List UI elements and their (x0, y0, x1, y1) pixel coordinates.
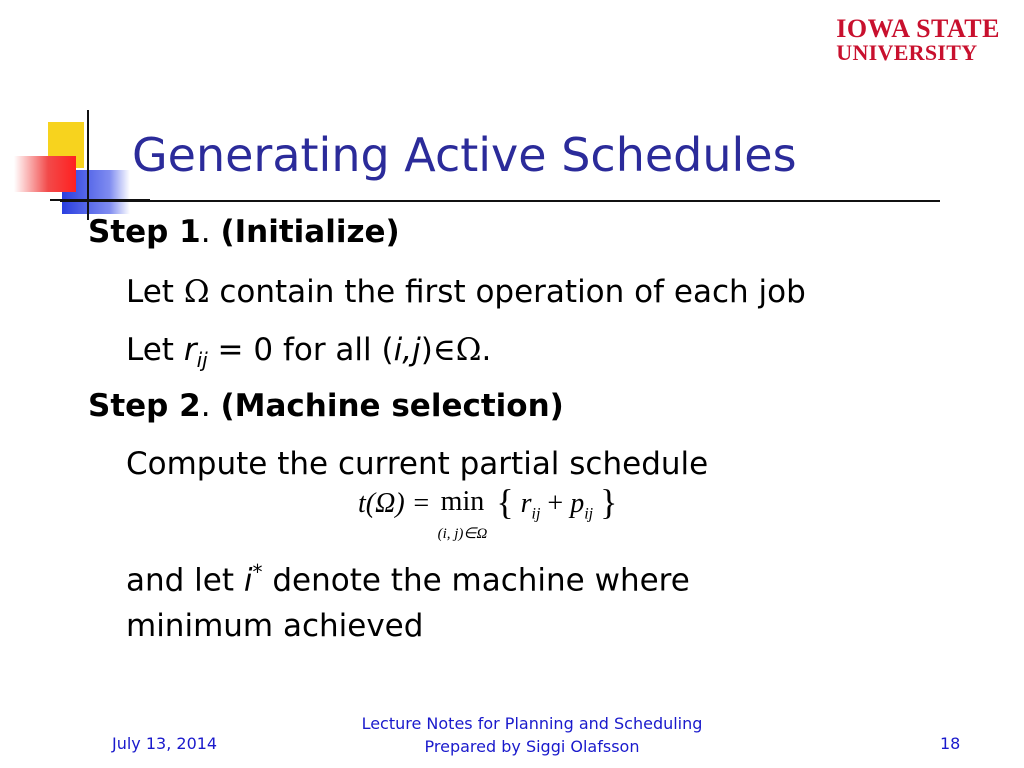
step-2-name: (Machine selection) (220, 388, 564, 424)
step-2-line-1: Compute the current partial schedule (126, 446, 709, 482)
left-brace: { (496, 482, 514, 522)
footer-line-2: Prepared by Siggi Olafsson (424, 737, 640, 757)
formula-min: min (440, 486, 485, 517)
iowa-state-logo (836, 16, 1000, 64)
step-1-name: (Initialize) (220, 214, 400, 250)
page-number: 18 (940, 734, 961, 753)
footer-notes (322, 712, 742, 758)
decorative-squares (0, 100, 150, 220)
makespan-formula: t(Ω) = min (i, j)∈Ω { $r_{ij} + p_{ij}$ } (358, 482, 618, 542)
step-2-line-2: and let i* denote the machine where (126, 560, 690, 599)
logo-line-2: UNIVERSITY (836, 40, 978, 65)
footer-date: July 13, 2014 (112, 734, 218, 753)
step-2-separator: . (200, 388, 221, 424)
step-2-label: Step 2 (88, 388, 201, 424)
step-1-label: Step 1 (88, 214, 201, 250)
step-1-separator: . (200, 214, 221, 250)
formula-subscript: (i, j)∈Ω (437, 526, 488, 542)
footer-line-1: Lecture Notes for Planning and Scheduling (361, 714, 703, 733)
slide-title: Generating Active Schedules (132, 128, 797, 182)
right-brace: } (600, 482, 618, 522)
step-2-line-3: minimum achieved (126, 608, 424, 644)
title-underline (60, 200, 940, 202)
step-1-heading (88, 214, 400, 250)
step-2-heading (88, 388, 564, 424)
omega-symbol: Ω (183, 274, 210, 310)
logo-line-1: IOWA STATE (836, 14, 1000, 43)
step-1-line-2: Let $r_{ij} = 0$ for all (i,j)∈Ω. (126, 332, 492, 373)
formula-lhs: t(Ω) = (358, 488, 431, 519)
red-square (14, 156, 76, 192)
step-1-line-1: Let Ω contain the first operation of each job (126, 274, 806, 310)
